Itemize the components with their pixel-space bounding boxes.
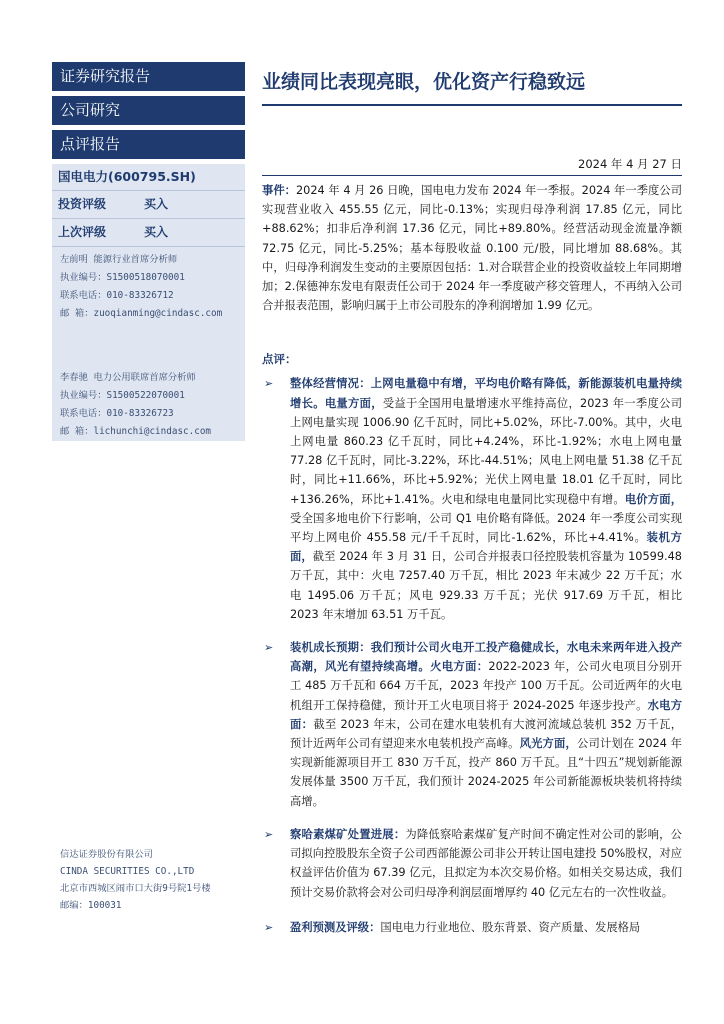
investment-rating (52, 191, 245, 218)
firm-postcode: 邮编：100031 (60, 900, 122, 911)
bullet-text: 公司计划在 2024 年实现新能源项目开工 830 万千瓦，投产 860 万千瓦。且“十四五”规划新能源发展体量 3500 万千瓦，我们预计 2024-2025 年公司新能源板块装机将持续高增。 (290, 737, 682, 808)
bullet-heading: 整体经营情况：上网电量稳中有增，平均电价略有降低，新能源装机电量持续增长。 (290, 377, 682, 410)
firm-address: 北京市西城区闹市口大街9号院1号楼 (60, 883, 211, 894)
company-name: 国电电力(600795.SH) (52, 164, 245, 190)
bullet-text: 2022-2023 年，公司火电项目分别开工 485 万千瓦和 664 万千瓦，2023 年投产 100 万千瓦。公司近两年的火电机组开工保持稳健，预计开工火电项目将于 2024-2025 年逐步投产。 (290, 660, 682, 712)
prev-rating-value: 买入 (144, 225, 169, 239)
rating-label: 投资评级 (58, 197, 107, 211)
tag-review-report: 点评报告 (52, 130, 245, 159)
previous-rating (52, 219, 245, 246)
analyst-card (52, 251, 245, 323)
analyst-email[interactable]: 邮 箱：zuoqianming@cindasc.com (60, 308, 223, 319)
review-label: 点评： (262, 352, 297, 367)
analyst-phone: 联系电话：010-83326723 (60, 408, 174, 419)
bullet-text: 截至 2024 年 3 月 31 日，公司合并报表口径控股装机容量为 10599.48 万千瓦，其中：火电 7257.40 万千瓦，相比 2023 年末减少 22 万千瓦；水电 1495.06 万千瓦；风电 929.33 万千瓦；光伏 917.69 万千瓦，相比 2023 年末增加 63.51 万千瓦。 (290, 550, 682, 621)
arrow-bullet-icon: ➢ (264, 641, 274, 655)
bullet-subheading: 电价方面， (624, 492, 682, 506)
arrow-bullet-icon: ➢ (264, 920, 274, 934)
bullet-subheading: 水电方面： (290, 698, 682, 731)
bullet-heading: 装机成长预期：我们预计公司火电开工投产稳健成长，水电未来两年进入投产高潮，风光有望持续高增。 (290, 641, 682, 674)
analyst-license: 执业编号：S1500522070001 (60, 390, 185, 401)
bullet-subheading: 装机方面， (290, 531, 682, 564)
bullet-text: 受益于全国用电量增速水平维持高位，2023 年一季度公司上网电量实现 1006.90 亿千瓦时，同比+5.02%，环比-7.00%。其中，火电上网电量 860.23 亿千瓦时，同比+4.24%，环比-1.92%；水电上网电量 77.28 亿千瓦时，同比-3.22%，环比-44.51%；风电上网电量 51.38 亿千瓦时，同比+11.66%，环比+5.92%；光伏上网电量 18.01 亿千瓦时，同比+136.26%，环比+1.41%。火电和绿电电量同比实现稳中有增。 (290, 396, 682, 506)
report-title: 业绩同比表现亮眼，优化资产行稳致远 (262, 71, 586, 93)
analyst-license: 执业编号：S1500518070001 (60, 272, 185, 283)
analyst-phone: 联系电话：010-83326712 (60, 290, 174, 301)
analyst-card (52, 369, 245, 441)
bullet-heading: 盈利预测及评级： (290, 920, 381, 934)
bullet-subheading: 火电方面： (430, 660, 489, 674)
bullet-capacity-growth (262, 638, 682, 811)
analyst-panel (52, 247, 245, 441)
report-date: 2024 年 4 月 27 日 (578, 157, 682, 171)
bullet-text: 国电电力行业地位、股东背景、资产质量、发展格局 (380, 920, 641, 934)
analyst-email[interactable]: 邮 箱：lichunchi@cindasc.com (60, 426, 212, 437)
bullet-text: 受全国多地电价下行影响，公司 Q1 电价略有降低。2024 年一季度公司实现平均上网电价 455.58 元/千千瓦时，同比-1.62%，环比+4.41%。 (290, 511, 682, 545)
analyst-title: 李春驰 电力公用联席首席分析师 (60, 372, 196, 383)
tag-securities-report: 证券研究报告 (52, 62, 245, 91)
arrow-bullet-icon: ➢ (264, 377, 274, 391)
event-paragraph (262, 181, 682, 315)
tag-company-research: 公司研究 (52, 96, 245, 125)
analyst-title: 左前明 能源行业首席分析师 (60, 254, 178, 265)
firm-name-en: CINDA SECURITIES CO.,LTD (60, 866, 195, 877)
arrow-bullet-icon: ➢ (264, 827, 274, 841)
firm-name-cn: 信达证券股份有限公司 (60, 849, 153, 860)
bullet-operations (262, 374, 682, 624)
event-label: 事件： (262, 184, 296, 197)
bullet-text: 为降低察哈素煤矿复产时间不确定性对公司的影响，公司拟向控股股东全资子公司西部能源公司非公开转让国电建投 50%股权，对应权益评估价值为 67.39 亿元，且拟定为本次交易价格。如相关交易达成，我们预计交易价款将会对公司归母净利润层面增厚约 40 亿元左右的一次性收益。 (290, 827, 682, 899)
firm-info (52, 846, 245, 914)
main-content (262, 62, 682, 937)
bullet-subheading: 电量方面， (324, 396, 383, 410)
date-divider (262, 175, 682, 176)
sidebar (52, 62, 245, 972)
event-text: 2024 年 4 月 26 日晚，国电电力发布 2024 年一季报。2024 年一季度公司实现营业收入 455.55 亿元，同比-0.13%；实现归母净利润 17.85 亿元，同比+88.62%；扣非后净利润 17.36 亿元，同比+89.80%。经营活动现金流量净额 72.75 亿元，同比-5.25%；基本每股收益 0.100 元/股，同比增加 88.68%。其中，归母净利润发生变动的主要原因包括：1.对合联营企业的投资收益较上年同期增加；2.保德神东发电有限责任公司于 2024 年一季度破产移交管理人，不再纳入公司合并报表范围，影响归属于上市公司股东的净利润增加 1.99 亿元。 (262, 184, 682, 313)
bullet-subheading: 风光方面， (519, 737, 577, 751)
title-divider (262, 104, 682, 106)
rating-value: 买入 (144, 197, 169, 211)
bullet-forecast-rating (262, 918, 682, 937)
bullet-text: 截至 2023 年末，公司在建水电装机有大渡河流域总装机 352 万千瓦，预计近两年公司有望迎来水电装机投产高峰。 (290, 717, 682, 751)
bullet-heading: 察哈素煤矿处置进展： (290, 827, 406, 841)
bullet-coal-mine (262, 825, 682, 902)
prev-rating-label: 上次评级 (58, 225, 107, 239)
